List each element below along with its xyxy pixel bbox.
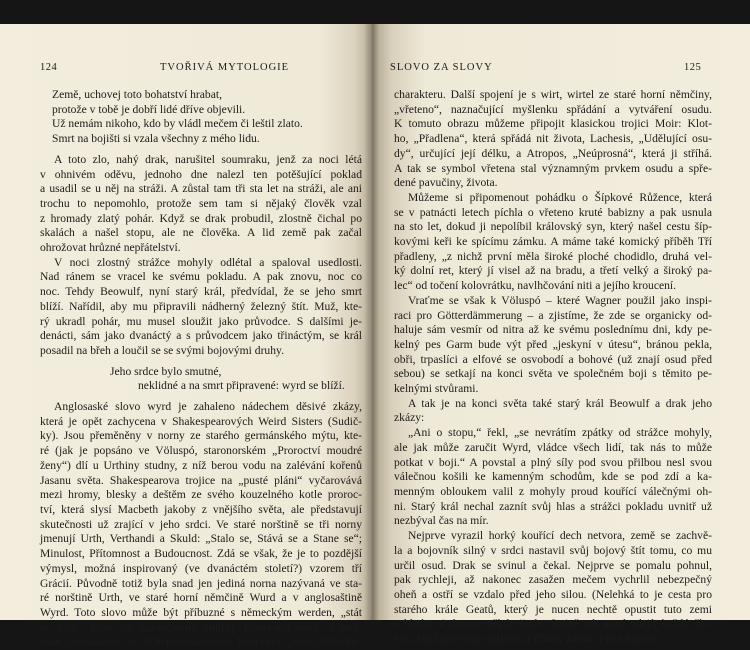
right-page-text [394,88,712,647]
text-line: kelnými stvůrami. [394,382,479,396]
text-line: haluje sám vesmír od nitra až ke svému poslednímu dni, kdy pe- [394,323,712,337]
text-line: Nejprve vyrazil horký kouřící dech netvora, země se zachvě- [408,529,712,543]
text-line: věk, když jeho dny uplynou.) Znovu začali ti dva zápasit. [394,632,660,646]
text-line: Nad ránem se vracel ke svému pokladu. A pak znovu, noc co [40,270,362,284]
text-line: Smrt na bojišti si vzala všechny z mého lidu. [52,132,260,146]
text-line: mezi hromy, blesky a deštěm ze svého kouzelného kotle proroc- [40,488,362,502]
text-line: charakteru. Další spojení je s wirt, wirtel ze staré horní němčiny, [394,88,712,101]
book-gutter [364,24,380,620]
text-line: nezbýval čas na mír. [394,514,489,528]
text-line: noc. Tehdy Beowulf, nyní starý král, předvídal, že se jeho smrt [40,285,362,299]
text-line: dené pavučiny, života. [394,176,498,190]
text-line: ale jak může zaručit Wyrd, vládce všech lidí, tak nás to může [394,440,712,454]
text-line: ký dolní ret, který jí visel až na bradu, a třetí velký a široký pa- [394,264,712,278]
page-number-right: 125 [684,62,702,73]
text-line: Grácií. Původně totiž byla snad jen jediná norna nazývaná ve sta- [40,576,362,590]
text-line: přadleny, „z nichž první měla široké ploché chodidlo, druhá vel- [394,249,712,263]
text-line: blíží. Nařídil, aby mu připravili nádherný železný štít. Muž, kte- [40,299,362,313]
text-line: Už nemám nikoho, kdo by vládl mečem či leštil zlato. [52,117,303,131]
text-line: ohrožovat hrůzné nepřátelství. [40,241,181,255]
text-line: denácti, sám jako dvanáctý a s průvodcem jako třináctým, se král [40,329,362,343]
text-line: pak rychleji, až nakonec zasažen mečem vychrlil nebezpečný [394,573,712,587]
text-line: jmenují Urth, Verthandi a Skuld: „Stalo se, Stává se a Stane se“; [40,532,362,546]
text-line: Wyrd. Toto slovo může být příbuzné s německým werden, „stát [40,605,362,619]
text-line: „Ani o stopu,“ řekl, „se nevrátím zpátky od strážce mohyly, [408,426,712,440]
text-line: menným obloukem valil z mohyly proud kouřící válečnými oh- [394,484,712,498]
text-line: ré norštině Urth, ve staré horní němčině Wurd a v anglosaštině [40,591,362,605]
text-line: kovými keři ke spícímu zámku. A máme také komický příběh Tří [394,235,712,249]
text-line: na sto let, dokud ji nepolíbil královský syn, který našel cestu šíp- [394,220,712,234]
text-line: skalách a našel stopu, ale ne člověka. A lid země pak začal [40,226,362,240]
text-line: A toto zlo, nahý drak, narušitel soumraku, jenž za noci létá [54,152,362,166]
text-line: z hromady zlatý pohár. Když se drak probudil, zlostně čichal po [40,211,362,225]
text-line: Minulost, Přítomnost a Budoucnost. Zdá se však, že je to pozdější [40,547,362,561]
text-line: lec“ od točení kolovrátku, navlhčování niti a jejího kroucení. [394,279,677,293]
text-line: starého krále Geatů, který je nucen nechtě opustit tuto zemi [394,602,712,616]
text-line: ré (jak je popsáno ve Völuspó, staronorském „Proroctví moudré [40,444,362,458]
text-line: A tak se symbol vřetena stal významným prvkem osudu a spře- [394,161,712,175]
text-line: la a bojovník silný v srdci nastavil svůj bojový štít tomu, co mu [394,543,712,557]
text-line: výmysl, možná inspirovaný (ve dvanáctém století?) vzorem tří [40,561,362,575]
text-line: K tomuto obrazu můžeme připojit klasickou trojici Moir: Klot- [394,117,712,131]
text-line: protože v tobě je dobří lidé dříve objevili. [52,102,246,116]
text-line: potkat v boji.“ A povstal a plný síly pod svou přilbou nesl svou [394,455,712,469]
text-line: ho, „Přadlena“, která spřádá nit života, Lachesis, „Udělující osu- [394,132,712,146]
text-line: Vraťme se však k Völuspó – které Wagner použil jako inspi- [408,293,712,307]
text-line: Země, uchovej toto bohatství hrabat, [52,88,222,101]
running-head-left: TVOŘIVÁ MYTOLOGIE [160,62,290,73]
text-line: skutečnosti už zrající v jeho srdci. Ve staré norštině se tři norny [40,517,362,531]
text-line: obři, trpaslíci a elfové se osvobodí a bohové (už znají osud před [394,352,712,366]
running-head-right: SLOVO ZA SLOVY [390,62,493,73]
text-line: V noci zlostný strážce mohyly odlétal a spaloval usedlosti. [54,255,362,269]
text-line: se, růst“, které by naznačovalo vnitřní, inherentní osud, v pod- [40,620,362,634]
text-line: určil osud. Drak se svinul a čekal. Nejprve se pomalu pohnul, [394,558,712,572]
text-line: kelný pes Garm bude výt před „jeskyní v útesu“, bránou pekla, [394,337,712,351]
text-line: Anglosaské slovo wyrd je zahaleno nádechem děsivé zkázy, [54,400,362,414]
text-line: rý ukradl pohár, mu musel sloužit jako průvodce. S dalšími je- [40,314,362,328]
text-line: statě srovnatelný se Schopenhauerovou koncepcí „inteligibilního“ [40,635,362,649]
text-line: A tak je na konci světa také starý král Beowulf a drak jeho [408,396,712,410]
text-line: Jeho srdce bylo smutné, [110,364,222,378]
right-page [372,24,750,646]
text-line: „vřeteno“, naznačující myšlenku spřádání a vytváření osudu. [394,102,712,116]
left-page-text [40,88,362,650]
text-line: Můžeme si připomenout pohádku o Šípkové Růžence, která [408,190,712,204]
page-number-left: 124 [40,62,58,73]
text-line: v ohnivém oděvu, jednoho dne nalezl ten potěšující poklad [40,167,362,181]
text-line: oheň a ostří se vzdalo před jeho silou. (Nelehká to je cesta pro [394,587,712,601]
text-line: která je opět zachycena v Shakespearových Weird Sisters (Sudič- [40,414,362,428]
text-line: dy“, určující její délku, a Atropos, „Neúprosná“, která ji stříhá. [394,146,712,160]
text-line: ky). Jsou přeměněny v norny ze starého germánského mýtu, kte- [40,429,362,443]
text-line: tví, která slysí Macbeth jakoby z vnějšího světa, ale představují [40,502,362,516]
left-page [0,24,372,649]
text-line: posadil na břeh a loučil se se svými bojovými druhy. [40,343,284,357]
text-line: ženy“) dlí u Urthiny studny, z níž berou vodu na zalévání kořenů [40,458,362,472]
text-line: válečnou košili ke kamenným schodům, kde se pod zdí a ka- [394,470,712,484]
text-line: zkázy: [394,411,425,425]
text-line: a hledat si domov někde jinde. Stejně tak musí odejít každý člo- [394,617,712,631]
text-line: Jasanu světa. Shakespearova trojice na „pusté pláni“ vyčarovává [40,473,362,487]
text-line: raci pro Götterdämmerung – a zjistíme, že zde se organicky od- [394,308,712,322]
text-line: neklidné a na smrt připravené: wyrd se blíží. [138,379,345,393]
text-line: se v patnácti letech píchla o vřeteno kruté babizny a pak usnula [394,205,712,219]
text-line: trochu to nepomohlo, protože sem tam si nějaký člověk vzal [40,196,362,210]
text-line: sebou) se setkají na konci světa ve společném boji s těmito pe- [394,367,712,381]
text-line: a usadil se u něj na stráži. A zůstal tam tři sta let na stráži, ale ani [40,182,362,196]
text-line: ni. Starý král nechal zaznít svůj hlas a strážci pokladu uvnitř už [394,499,712,513]
